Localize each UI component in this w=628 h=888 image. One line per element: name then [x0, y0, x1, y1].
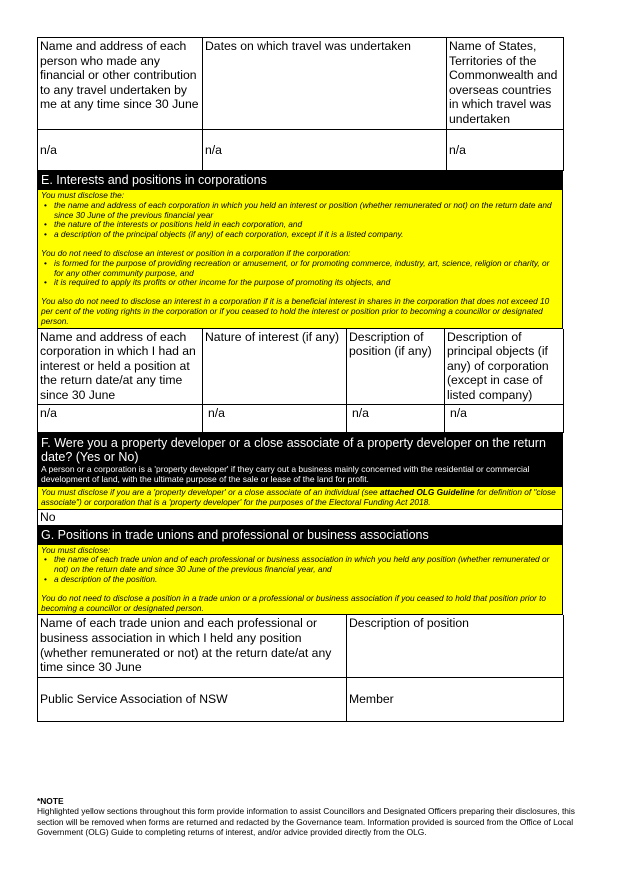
guidance-text: You must disclose the:	[41, 190, 125, 200]
section-f-guidance	[37, 487, 563, 510]
guidance-text: You do not need to disclose a position in a trade union or a professional or business association if you ceased to hold that position prior to becoming a councillor or designated person.	[41, 592, 547, 613]
table-row	[38, 130, 564, 171]
guidance-text: You must disclose if you are a 'property developer' or a close associate of an individual (see	[41, 487, 380, 498]
exception-list	[41, 259, 559, 288]
section-f-definition: A person or a corporation is a 'property developer' if they carry out a business mainly concerned with the residential or commercial development of land, with the ultimate purpose of the sale or lease of the land for profit.	[41, 464, 530, 485]
table-cell: Member	[347, 677, 564, 721]
section-e-title: E. Interests and positions in corporations	[37, 171, 563, 190]
guidance-text: You do not need to disclose an interest or position in a corporation if the corporation:	[41, 247, 351, 258]
guidance-text: You also do not need to disclose an interest in a corporation if it is a beneficial interest in shares in the corporation that does not exceed 10 per cent of the voting rights in the corporation or if you ceased to hold the interest or position prior to becoming a councillor or designated person.	[41, 296, 550, 326]
corporation-name-header: Name and address of each corporation in which I had an interest or held a position at the return date/at any time since 30 June	[38, 329, 203, 405]
corporations-table	[37, 329, 564, 434]
section-f-title	[37, 433, 563, 487]
disclosure-form	[37, 37, 563, 722]
guidance-text: for definition of "close associate") or corporation that is a 'property developer' for the purposes of the Electoral Funding Act 2018.	[41, 487, 556, 507]
list-item: • the name and address of each corporation in which you held an interest or position (whether remunerated or not) on the return date and since 30 June of the previous financial year	[48, 201, 559, 221]
table-cell: n/a	[38, 130, 203, 171]
position-description-header: Description of position (if any)	[347, 329, 445, 405]
guideline-reference: attached OLG Guideline	[379, 487, 475, 498]
table-cell: n/a	[203, 405, 347, 433]
list-item: • the name of each trade union and of each professional or business association in which you held any position (whether remunerated or not) on the return date and since 30 June of the previous financial year, and	[48, 555, 559, 575]
section-e-guidance	[37, 190, 563, 329]
association-name-header: Name of each trade union and each professional or business association in which I held any position (whether remunerated or not) at the return date/at any time since 30 June	[38, 615, 347, 677]
table-cell: n/a	[347, 405, 445, 433]
table-row	[38, 677, 564, 721]
list-item: • a description of the principal objects (if any) of each corporation, except if it is a listed company.	[48, 230, 559, 240]
disclose-list	[41, 555, 559, 584]
table-cell: n/a	[445, 405, 564, 433]
associations-table	[37, 615, 564, 722]
table-row	[38, 405, 564, 433]
table-header-row	[38, 329, 564, 405]
principal-objects-header: Description of principal objects (if any) of corporation (except in case of listed company)	[445, 329, 564, 405]
table-cell: Public Service Association of NSW	[38, 677, 347, 721]
list-item: • a description of the position.	[48, 575, 559, 585]
table-cell: n/a	[203, 130, 447, 171]
footnote-heading: *NOTE	[37, 796, 64, 806]
table-header-row	[38, 615, 564, 677]
footnote	[37, 796, 582, 837]
section-f-question: F. Were you a property developer or a close associate of a property developer on the return date? (Yes or No)	[41, 436, 546, 465]
footnote-text: Highlighted yellow sections throughout this form provide information to assist Councillors and Designated Officers preparing their disclosures, this section will be removed when forms are returned and redacted by the Governance team. Information provided is sourced from the Office of Local Government (OLG) Guide to completing returns of interest, and/or advice provided directly from the OLG.	[37, 806, 575, 837]
travel-places-header: Name of States, Territories of the Commonwealth and overseas countries in which travel was undertaken	[447, 38, 564, 130]
list-item: • is formed for the purpose of providing recreation or amusement, or for promoting commerce, industry, art, science, religion or charity, or for any other community purpose, and	[48, 259, 559, 279]
section-g-title: G. Positions in trade unions and professional or business associations	[37, 526, 563, 545]
table-cell: n/a	[38, 405, 203, 433]
position-header: Description of position	[347, 615, 564, 677]
table-header-row	[38, 38, 564, 130]
travel-contributor-header: Name and address of each person who made any financial or other contribution to any travel undertaken by me at any time since 30 June	[38, 38, 203, 130]
guidance-text: You must disclose:	[41, 544, 111, 555]
section-f-answer: No	[37, 510, 563, 526]
travel-table	[37, 37, 564, 171]
list-item: • the nature of the interests or positions held in each corporation, and	[48, 220, 559, 230]
table-cell: n/a	[447, 130, 564, 171]
disclose-list	[41, 201, 559, 240]
travel-dates-header: Dates on which travel was undertaken	[203, 38, 447, 130]
section-g-guidance	[37, 545, 563, 616]
list-item: • it is required to apply its profits or other income for the purpose of promoting its objects, and	[48, 278, 559, 288]
interest-nature-header: Nature of interest (if any)	[203, 329, 347, 405]
